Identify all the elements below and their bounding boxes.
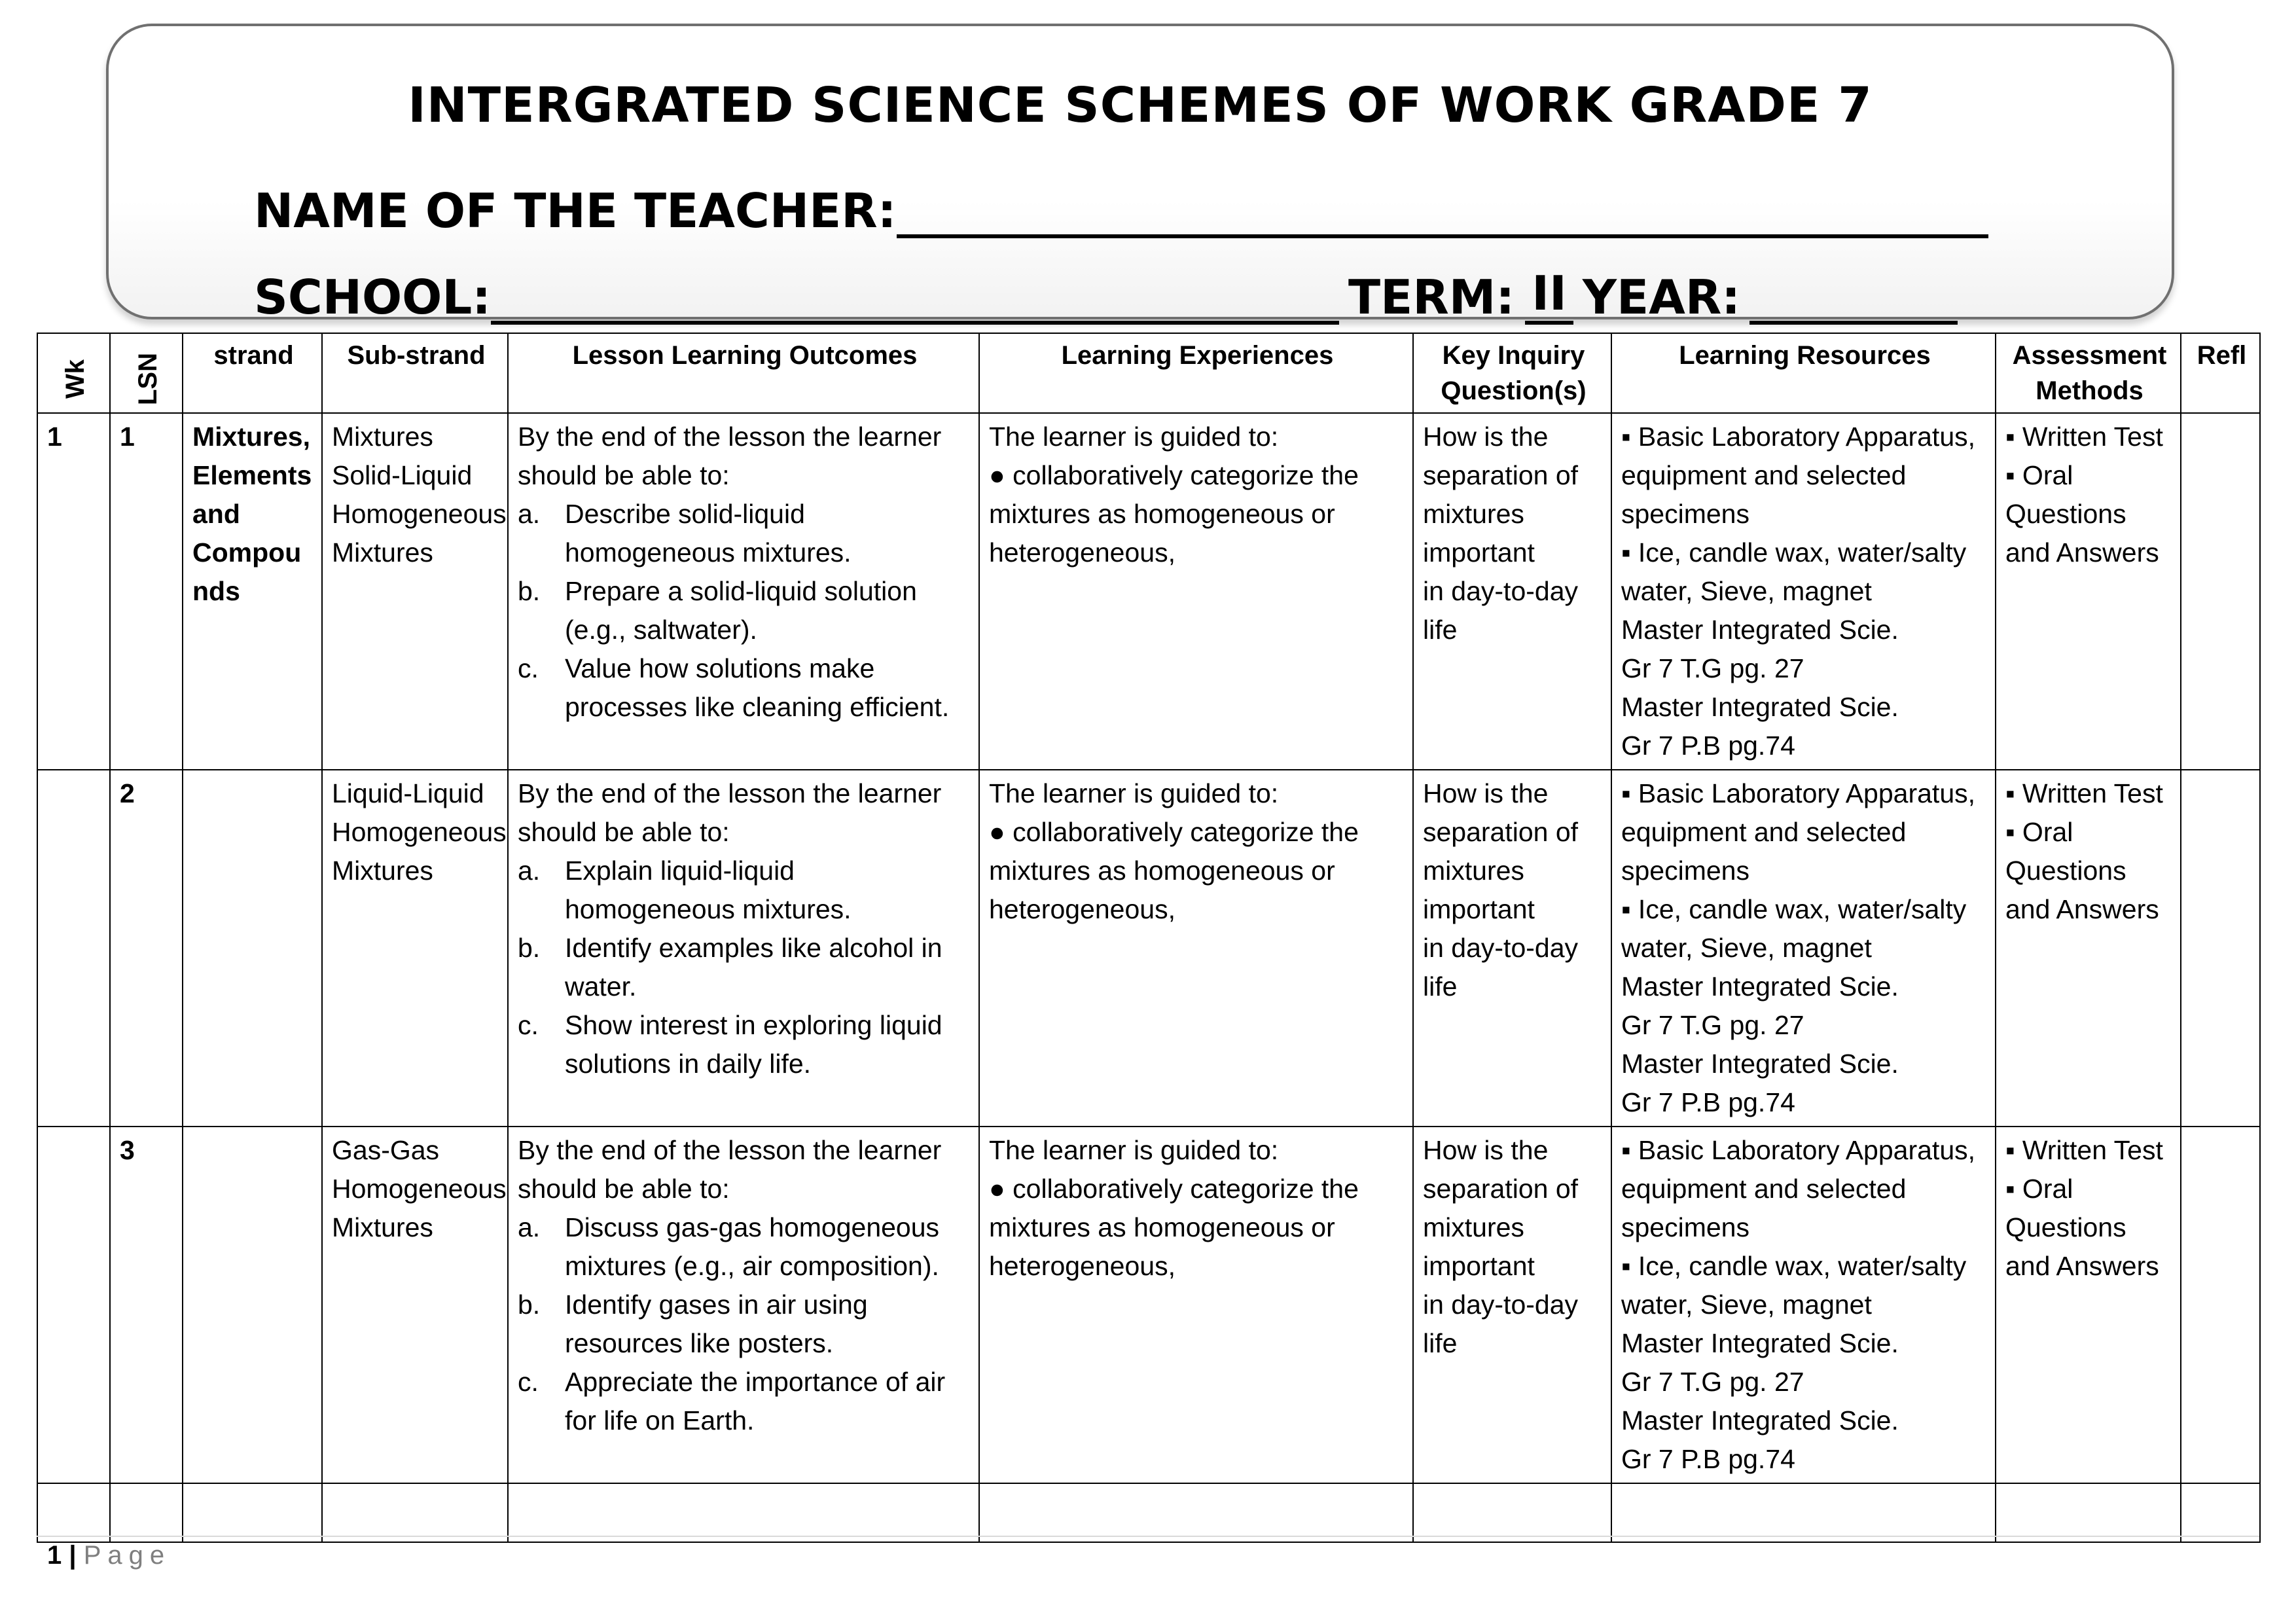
page-footer — [47, 1541, 171, 1570]
col-experiences-header: Learning Experiences — [979, 333, 1413, 413]
outcome-item — [518, 495, 972, 572]
year-field[interactable] — [1749, 283, 1958, 325]
inquiry-line: How is the — [1423, 778, 1549, 808]
inquiry-line: in day-to-day — [1423, 933, 1579, 963]
week-cell: 1 — [37, 413, 110, 770]
col-outcomes-header: Lesson Learning Outcomes — [508, 333, 979, 413]
assessment-line: Questions — [2005, 1212, 2126, 1242]
week-cell — [37, 1127, 110, 1483]
sub-strand-line: Mixtures — [332, 856, 433, 886]
assessment-line: ▪ Oral — [2005, 817, 2073, 847]
lesson-number-cell: 3 — [110, 1127, 183, 1483]
inquiry-line: How is the — [1423, 1135, 1549, 1165]
outcome-item — [518, 649, 972, 727]
outcome-text: Identify examples like alcohol in water. — [565, 933, 942, 1001]
inquiry-line: important — [1423, 894, 1535, 924]
inquiry-line: How is the — [1423, 422, 1549, 452]
empty-cell — [1996, 1483, 2181, 1542]
scheme-table — [37, 333, 2261, 1543]
sub-strand-line: Mixtures — [332, 1212, 433, 1242]
col-resources-header: Learning Resources — [1611, 333, 1996, 413]
inquiry-line: mixtures — [1423, 856, 1524, 886]
outcome-marker: a. — [518, 499, 541, 529]
col-lsn-header: LSN — [110, 333, 183, 413]
resource-line: ▪ Basic Laboratory Apparatus, — [1621, 1135, 1976, 1165]
outcome-item — [518, 1006, 972, 1083]
inquiry-line: life — [1423, 971, 1458, 1001]
empty-cell — [322, 1483, 508, 1542]
outcome-marker: b. — [518, 1290, 541, 1320]
resource-line: ▪ Ice, candle wax, water/salty — [1621, 894, 1967, 924]
assessment-line: ▪ Oral — [2005, 460, 2073, 490]
strand-cell — [183, 1127, 322, 1483]
empty-row — [37, 1483, 2260, 1542]
outcome-text: Appreciate the importance of air for life on Earth. — [565, 1367, 946, 1435]
sub-strand-line: Homogeneous — [332, 499, 507, 529]
resource-line: specimens — [1621, 1212, 1749, 1242]
resource-line: Master Integrated Scie. — [1621, 971, 1899, 1001]
assessment-line: ▪ Written Test — [2005, 778, 2163, 808]
resources-cell — [1611, 1127, 1996, 1483]
experience-line: The learner is guided to: — [989, 1135, 1279, 1165]
inquiry-line: in day-to-day — [1423, 576, 1579, 606]
resource-line: water, Sieve, magnet — [1621, 576, 1872, 606]
assessment-line: Questions — [2005, 856, 2126, 886]
inquiry-line: separation of — [1423, 460, 1579, 490]
outcome-text: Discuss gas-gas homogeneous mixtures (e.g., air composition). — [565, 1212, 940, 1281]
outcome-text: Explain liquid-liquid homogeneous mixtures. — [565, 856, 852, 924]
outcome-text: Show interest in exploring liquid solutions in daily life. — [565, 1010, 942, 1079]
empty-cell — [2181, 1483, 2260, 1542]
inquiry-line: mixtures — [1423, 1212, 1524, 1242]
inquiry-line: important — [1423, 1251, 1535, 1281]
lesson-number-cell: 2 — [110, 770, 183, 1127]
resource-line: equipment and selected — [1621, 817, 1907, 847]
inquiry-cell — [1413, 1127, 1611, 1483]
inquiry-line: separation of — [1423, 817, 1579, 847]
experience-line: heterogeneous, — [989, 1251, 1175, 1281]
document-title: INTERGRATED SCIENCE SCHEMES OF WORK GRADE 7 — [408, 77, 1873, 134]
outcome-marker: a. — [518, 1212, 541, 1242]
resource-line: Gr 7 P.B pg.74 — [1621, 1444, 1795, 1474]
term-value[interactable]: II — [1525, 266, 1573, 325]
experience-line: heterogeneous, — [989, 537, 1175, 568]
resource-line: water, Sieve, magnet — [1621, 933, 1872, 963]
table-row — [37, 1127, 2260, 1483]
outcome-marker: b. — [518, 576, 541, 606]
school-name-field[interactable] — [491, 283, 1339, 325]
col-strand-header: strand — [183, 333, 322, 413]
page-number: 1 — [47, 1541, 62, 1570]
experience-line: mixtures as homogeneous or — [989, 1212, 1335, 1242]
resource-line: equipment and selected — [1621, 1174, 1907, 1204]
resource-line: Master Integrated Scie. — [1621, 1405, 1899, 1435]
teacher-name-line — [254, 183, 2139, 238]
outcome-marker: c. — [518, 653, 539, 683]
school-label: SCHOOL: — [254, 270, 492, 325]
empty-cell — [1611, 1483, 1996, 1542]
col-wk-header: Wk — [37, 333, 110, 413]
sub-strand-cell — [322, 1127, 508, 1483]
assessment-line: ▪ Written Test — [2005, 422, 2163, 452]
resource-line: Master Integrated Scie. — [1621, 692, 1899, 722]
experience-line: heterogeneous, — [989, 894, 1175, 924]
resource-line: ▪ Ice, candle wax, water/salty — [1621, 537, 1967, 568]
empty-cell — [183, 1483, 322, 1542]
experience-line: mixtures as homogeneous or — [989, 856, 1335, 886]
year-label: YEAR: — [1582, 270, 1741, 325]
sub-strand-cell — [322, 770, 508, 1127]
col-refl-header: Refl — [2181, 333, 2260, 413]
experiences-cell — [979, 770, 1413, 1127]
outcomes-intro: By the end of the lesson the learner should be able to: — [518, 778, 942, 847]
header-row — [37, 333, 2260, 413]
assessment-line: ▪ Oral — [2005, 1174, 2073, 1204]
resource-line: Gr 7 P.B pg.74 — [1621, 1087, 1795, 1117]
experiences-cell — [979, 1127, 1413, 1483]
experience-line: ● collaboratively categorize the — [989, 460, 1359, 490]
resource-line: Master Integrated Scie. — [1621, 615, 1899, 645]
inquiry-line: life — [1423, 1328, 1458, 1358]
resource-line: Gr 7 T.G pg. 27 — [1621, 653, 1804, 683]
resource-line: ▪ Basic Laboratory Apparatus, — [1621, 422, 1976, 452]
sub-strand-line: Solid-Liquid — [332, 460, 473, 490]
empty-cell — [110, 1483, 183, 1542]
assessment-line: and Answers — [2005, 1251, 2159, 1281]
resource-line: Master Integrated Scie. — [1621, 1328, 1899, 1358]
inquiry-cell — [1413, 770, 1611, 1127]
empty-cell — [1413, 1483, 1611, 1542]
sub-strand-line: Mixtures — [332, 422, 433, 452]
outcome-item — [518, 1363, 972, 1440]
experience-line: The learner is guided to: — [989, 422, 1279, 452]
outcomes-intro: By the end of the lesson the learner should be able to: — [518, 422, 942, 490]
outcomes-intro: By the end of the lesson the learner should be able to: — [518, 1135, 942, 1204]
resource-line: specimens — [1621, 499, 1749, 529]
sub-strand-line: Homogeneous — [332, 817, 507, 847]
inquiry-cell — [1413, 413, 1611, 770]
reflection-cell — [2181, 1127, 2260, 1483]
outcome-text: Value how solutions make processes like cleaning efficient. — [565, 653, 950, 722]
week-cell — [37, 770, 110, 1127]
resource-line: Gr 7 T.G pg. 27 — [1621, 1010, 1804, 1040]
outcome-item — [518, 929, 972, 1006]
inquiry-line: separation of — [1423, 1174, 1579, 1204]
resource-line: Gr 7 T.G pg. 27 — [1621, 1367, 1804, 1397]
reflection-cell — [2181, 770, 2260, 1127]
sub-strand-line: Mixtures — [332, 537, 433, 568]
assessment-line: Questions — [2005, 499, 2126, 529]
resource-line: ▪ Ice, candle wax, water/salty — [1621, 1251, 1967, 1281]
resource-line: equipment and selected — [1621, 460, 1907, 490]
empty-cell — [979, 1483, 1413, 1542]
resource-line: water, Sieve, magnet — [1621, 1290, 1872, 1320]
inquiry-line: in day-to-day — [1423, 1290, 1579, 1320]
experience-line: The learner is guided to: — [989, 778, 1279, 808]
resource-line: specimens — [1621, 856, 1749, 886]
experiences-cell — [979, 413, 1413, 770]
sub-strand-line: Homogeneous — [332, 1174, 507, 1204]
outcome-text: Prepare a solid-liquid solution (e.g., saltwater). — [565, 576, 917, 645]
sub-strand-line: Liquid-Liquid — [332, 778, 484, 808]
header-box — [106, 24, 2174, 325]
footer-separator: | — [69, 1541, 77, 1570]
inquiry-line: mixtures — [1423, 499, 1524, 529]
teacher-name-field[interactable] — [897, 196, 1988, 238]
table-row — [37, 770, 2260, 1127]
outcome-text: Identify gases in air using resources like posters. — [565, 1290, 868, 1358]
outcome-text: Describe solid-liquid homogeneous mixtures. — [565, 499, 852, 568]
col-assessment-header: Assessment Methods — [1996, 333, 2181, 413]
resources-cell — [1611, 770, 1996, 1127]
strand-cell: Mixtures, Elements and Compounds — [183, 413, 322, 770]
experience-line: mixtures as homogeneous or — [989, 499, 1335, 529]
table-row — [37, 413, 2260, 770]
resources-cell — [1611, 413, 1996, 770]
strand-cell — [183, 770, 322, 1127]
outcome-item — [518, 1286, 972, 1363]
outcomes-list — [518, 852, 972, 1083]
lesson-number-cell: 1 — [110, 413, 183, 770]
outcome-marker: b. — [518, 933, 541, 963]
assessment-cell — [1996, 770, 2181, 1127]
outcomes-list — [518, 1208, 972, 1440]
page-word: Page — [83, 1541, 171, 1570]
sub-strand-line: Gas-Gas — [332, 1135, 440, 1165]
outcome-marker: a. — [518, 856, 541, 886]
outcome-marker: c. — [518, 1010, 539, 1040]
assessment-line: ▪ Written Test — [2005, 1135, 2163, 1165]
resource-line: Gr 7 P.B pg.74 — [1621, 731, 1795, 761]
resource-line: Master Integrated Scie. — [1621, 1049, 1899, 1079]
outcome-marker: c. — [518, 1367, 539, 1397]
experience-line: ● collaboratively categorize the — [989, 1174, 1359, 1204]
experience-line: ● collaboratively categorize the — [989, 817, 1359, 847]
term-label: TERM: — [1348, 270, 1515, 325]
assessment-line: and Answers — [2005, 894, 2159, 924]
outcome-item — [518, 572, 972, 649]
inquiry-line: important — [1423, 537, 1535, 568]
inquiry-line: life — [1423, 615, 1458, 645]
empty-cell — [508, 1483, 979, 1542]
col-substrand-header: Sub-strand — [322, 333, 508, 413]
reflection-cell — [2181, 413, 2260, 770]
footer-rule — [37, 1536, 2259, 1537]
assessment-line: and Answers — [2005, 537, 2159, 568]
school-term-year-line — [254, 266, 2139, 325]
empty-cell — [37, 1483, 110, 1542]
outcomes-cell — [508, 1127, 979, 1483]
assessment-cell — [1996, 413, 2181, 770]
assessment-cell — [1996, 1127, 2181, 1483]
outcome-item — [518, 852, 972, 929]
teacher-label: NAME OF THE TEACHER: — [254, 183, 897, 238]
outcome-item — [518, 1208, 972, 1286]
resource-line: ▪ Basic Laboratory Apparatus, — [1621, 778, 1976, 808]
outcomes-list — [518, 495, 972, 727]
col-inquiry-header: Key Inquiry Question(s) — [1413, 333, 1611, 413]
outcomes-cell — [508, 770, 979, 1127]
sub-strand-cell — [322, 413, 508, 770]
outcomes-cell — [508, 413, 979, 770]
